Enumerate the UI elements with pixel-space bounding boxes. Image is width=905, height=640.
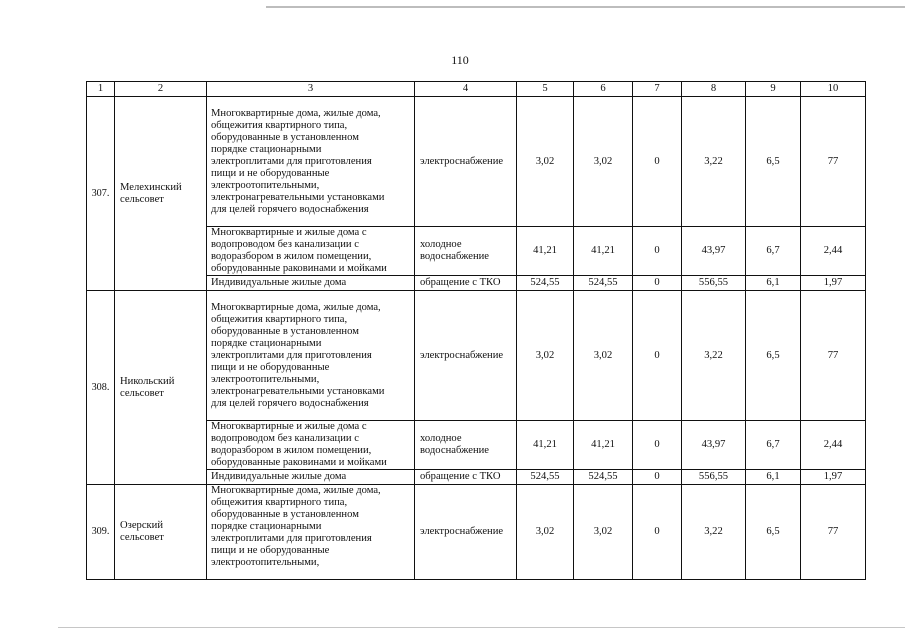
top-border-line	[266, 6, 905, 8]
header-cell: 10	[801, 82, 866, 97]
settlement-name: Никольский сельсовет	[115, 291, 207, 485]
value-cell: 0	[633, 421, 682, 470]
table-row	[87, 485, 866, 580]
header-cell: 4	[415, 82, 517, 97]
service-name: обращение с ТКО	[415, 470, 517, 485]
value-cell: 41,21	[517, 227, 574, 276]
object-type: Многоквартирные дома, жилые дома, общежития квартирного типа, оборудованные в установленном порядке стационарными электроплитами для приготовления пищи и не оборудованные электроотопительными, электронагревательными установками для целей горячего водоснабжения	[207, 291, 415, 421]
value-cell: 6,1	[746, 276, 801, 291]
value-cell: 524,55	[517, 470, 574, 485]
settlement-name: Озерский сельсовет	[115, 485, 207, 580]
value-cell: 0	[633, 291, 682, 421]
object-type: Многоквартирные дома, жилые дома, общежития квартирного типа, оборудованные в установленном порядке стационарными электроплитами для приготовления пищи и не оборудованные электроотопительными,	[211, 485, 381, 568]
header-cell: 6	[574, 82, 633, 97]
service-name: холодное водоснабжение	[415, 227, 517, 276]
header-cell: 1	[87, 82, 115, 97]
value-cell: 77	[801, 291, 866, 421]
value-cell: 0	[633, 485, 682, 580]
value-cell: 3,02	[574, 291, 633, 421]
value-cell: 6,7	[746, 227, 801, 276]
value-cell: 524,55	[574, 470, 633, 485]
value-cell: 1,97	[801, 470, 866, 485]
value-cell: 6,5	[746, 291, 801, 421]
value-cell: 43,97	[682, 421, 746, 470]
object-type: Индивидуальные жилые дома	[207, 276, 415, 291]
table-row	[87, 97, 866, 227]
value-cell: 2,44	[801, 421, 866, 470]
value-cell: 0	[633, 276, 682, 291]
header-cell: 5	[517, 82, 574, 97]
service-name: холодное водоснабжение	[415, 421, 517, 470]
service-name: электроснабжение	[415, 291, 517, 421]
value-cell: 0	[633, 97, 682, 227]
service-name: обращение с ТКО	[415, 276, 517, 291]
value-cell: 556,55	[682, 276, 746, 291]
value-cell: 41,21	[517, 421, 574, 470]
value-cell: 0	[633, 227, 682, 276]
object-type: Многоквартирные дома, жилые дома, общежития квартирного типа, оборудованные в установленном порядке стационарными электроплитами для приготовления пищи и не оборудованные электроотопительными, электронагревательными установками для целей горячего водоснабжения	[207, 97, 415, 227]
value-cell: 3,02	[574, 485, 633, 580]
value-cell: 3,22	[682, 291, 746, 421]
value-cell: 3,02	[517, 97, 574, 227]
tariff-table	[86, 81, 866, 580]
row-number: 309.	[87, 485, 115, 580]
table-row	[87, 291, 866, 421]
settlement-name: Мелехинский сельсовет	[115, 97, 207, 291]
object-type: Индивидуальные жилые дома	[207, 470, 415, 485]
value-cell: 524,55	[517, 276, 574, 291]
object-type: Многоквартирные и жилые дома с водопроводом без канализации с водоразбором в жилом помещении, оборудованные раковинами и мойками	[207, 227, 415, 276]
value-cell: 6,1	[746, 470, 801, 485]
header-cell: 2	[115, 82, 207, 97]
value-cell: 3,22	[682, 485, 746, 580]
object-type-cell	[207, 485, 415, 580]
row-number: 308.	[87, 291, 115, 485]
value-cell: 3,02	[574, 97, 633, 227]
value-cell: 41,21	[574, 227, 633, 276]
value-cell: 0	[633, 470, 682, 485]
service-name: электроснабжение	[415, 97, 517, 227]
value-cell: 77	[801, 97, 866, 227]
value-cell: 2,44	[801, 227, 866, 276]
header-row	[87, 82, 866, 97]
value-cell: 6,5	[746, 485, 801, 580]
value-cell: 1,97	[801, 276, 866, 291]
value-cell: 41,21	[574, 421, 633, 470]
header-cell: 8	[682, 82, 746, 97]
header-cell: 7	[633, 82, 682, 97]
value-cell: 6,5	[746, 97, 801, 227]
bottom-border-line	[58, 627, 905, 628]
object-type: Многоквартирные и жилые дома с водопроводом без канализации с водоразбором в жилом помещении, оборудованные раковинами и мойками	[207, 421, 415, 470]
page-number: 110	[451, 53, 469, 67]
service-name: электроснабжение	[415, 485, 517, 580]
value-cell: 6,7	[746, 421, 801, 470]
value-cell: 524,55	[574, 276, 633, 291]
value-cell: 3,02	[517, 485, 574, 580]
header-cell: 3	[207, 82, 415, 97]
value-cell: 556,55	[682, 470, 746, 485]
row-number: 307.	[87, 97, 115, 291]
value-cell: 3,02	[517, 291, 574, 421]
value-cell: 3,22	[682, 97, 746, 227]
value-cell: 77	[801, 485, 866, 580]
value-cell: 43,97	[682, 227, 746, 276]
header-cell: 9	[746, 82, 801, 97]
